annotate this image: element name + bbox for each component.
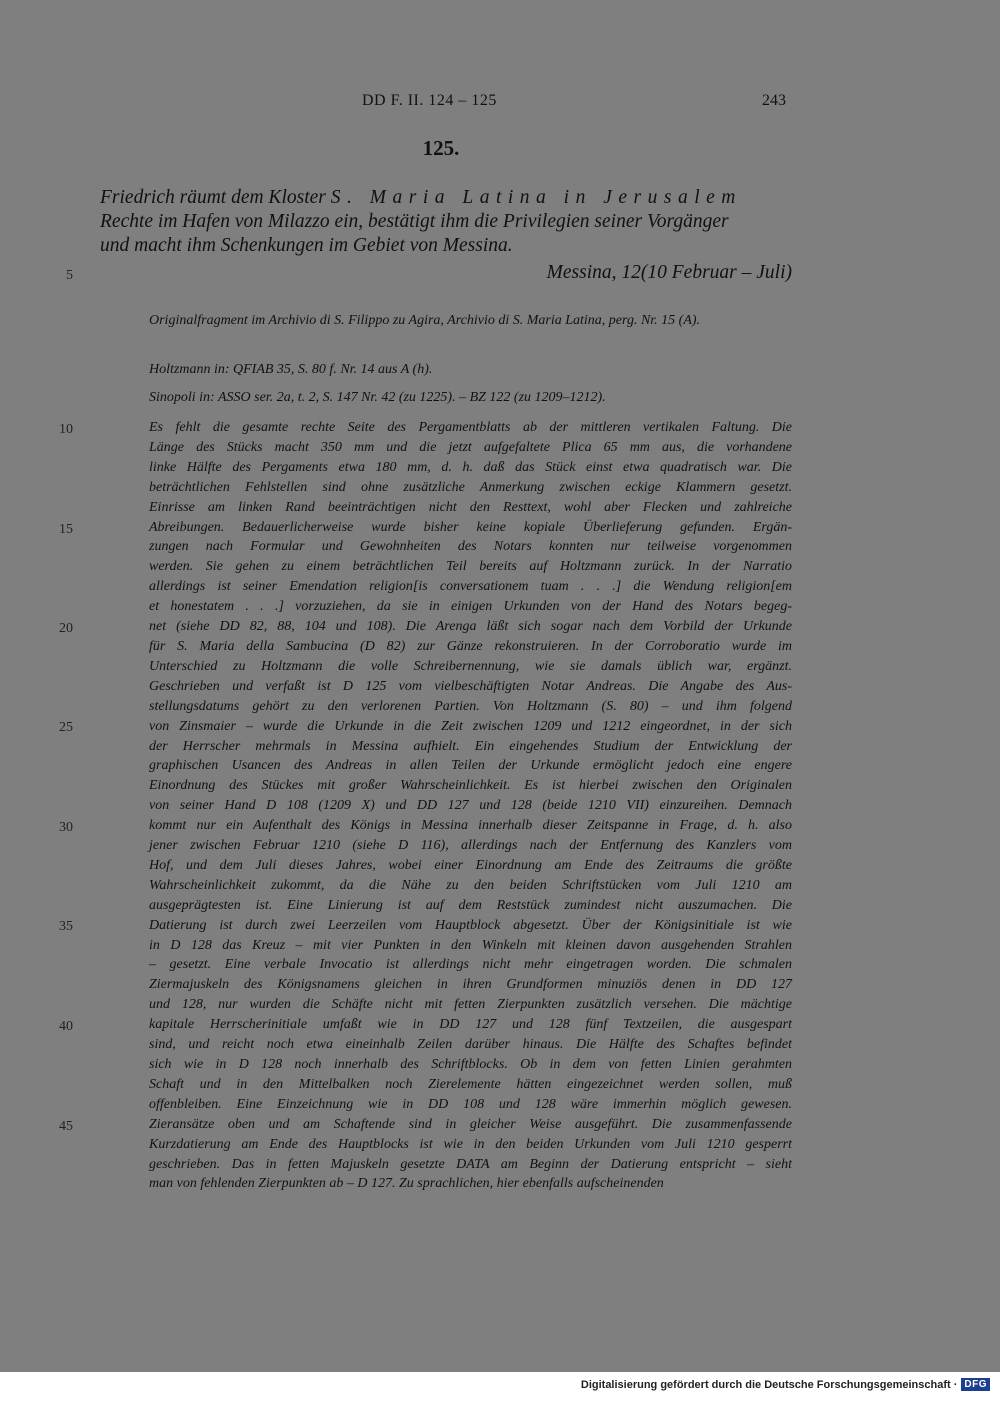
margin-number: 25 bbox=[59, 720, 73, 735]
dfg-logo: DFG bbox=[961, 1378, 990, 1391]
commentary-line: offenbleiben. Eine Einzeichnung wie in DD 108 und 128 wäre immerhin möglich gewesen. bbox=[149, 1096, 792, 1112]
commentary-line: von Zinsmaier – wurde die Urkunde in die Zeit zwischen 1209 und 1212 eingeordnet, in der sich bbox=[149, 718, 792, 734]
regest-line-1: Friedrich räumt dem Kloster S. Maria Latina in Jerusalem bbox=[100, 187, 742, 208]
commentary-line: graphischen Usancen des Andreas in allen Teilen der Urkunde ermöglicht jedoch eine engere bbox=[149, 758, 792, 774]
commentary-line: Schaft und in den Mittelbalken noch Zierelemente hätten eingezeichnet werden sollen, muß bbox=[149, 1076, 792, 1092]
commentary-line: Es fehlt die gesamte rechte Seite des Pergamentblatts ab der mittleren vertikalen Faltung. Die bbox=[149, 420, 792, 435]
commentary-line: Unterschied zu Holtzmann die volle Schreibernennung, wie sie damals üblich war, ergänzt. bbox=[149, 658, 792, 674]
commentary-line: allerdings ist seiner Emendation religion[is conversationem tuam . . .] die Wendung religion[em bbox=[149, 579, 792, 595]
commentary-line: et honestatem . . .] vorzuziehen, da sie in einigen Urkunden von der Hand des Notars begeg- bbox=[149, 599, 792, 615]
regest bbox=[100, 186, 792, 258]
commentary-line: man von fehlenden Zierpunkten ab – D 127. Zu sprachlichen, hier ebenfalls aufscheinenden bbox=[149, 1176, 664, 1192]
commentary-line: stellungsdatums gehört zu den verlorenen Partien. Von Holtzmann (S. 80) – und ihm folgend bbox=[149, 698, 792, 714]
commentary-line: kapitale Herrscherinitiale umfaßt wie in DD 127 und 128 fünf Textzeilen, die ausgespart bbox=[149, 1017, 792, 1033]
commentary-line: jener zwischen Februar 1210 (siehe D 116), allerdings nach der Entfernung des Kanzlers vom bbox=[149, 838, 792, 854]
margin-number: 35 bbox=[59, 919, 73, 934]
commentary-line: – gesetzt. Eine verbale Invocatio ist allerdings nicht mehr eingetragen worden. Die schmalen bbox=[149, 957, 792, 973]
commentary-line: Hof, und dem Juli dieses Jahres, wobei einer Einordnung am Ende des Zeitraums die größte bbox=[149, 857, 792, 873]
commentary-line: Datierung ist durch zwei Leerzeilen vom Hauptblock abgesetzt. Über der Königsinitiale ist wie bbox=[149, 917, 792, 933]
margin-number: 30 bbox=[59, 820, 73, 835]
commentary-line: Zieransätze oben und am Schaftende sind in gleicher Weise ausgeführt. Die zusammenfassende bbox=[149, 1116, 792, 1132]
margin-number: 45 bbox=[59, 1119, 73, 1134]
commentary-line: net (siehe DD 82, 88, 104 und 108). Die Arenga läßt sich sogar nach dem Vorbild der Urkunde bbox=[149, 619, 792, 635]
commentary-line: zungen nach Formular und Gewohnheiten des Notars konnten nur teilweise vorgenommen bbox=[149, 539, 792, 555]
commentary-line: kommt nur ein Aufenthalt des Königs in Messina innerhalb dieser Zeitspanne in Frage, d. h. also bbox=[149, 818, 792, 834]
source-holtzmann: Holtzmann in: QFIAB 35, S. 80 f. Nr. 14 aus A (h). bbox=[149, 362, 433, 377]
document-number: 125. bbox=[422, 136, 460, 160]
commentary-text bbox=[149, 418, 792, 1194]
margin-number: 5 bbox=[66, 268, 73, 283]
commentary-line: Wahrscheinlichkeit zukommt, da die Nähe zu den beiden Schriftstücken vom Juli 1210 am bbox=[149, 877, 792, 893]
commentary-line: in D 128 das Kreuz – mit vier Punkten in den Winkeln mit kleinen davon ausgehenden Strahlen bbox=[149, 937, 792, 953]
margin-number: 20 bbox=[59, 621, 73, 636]
commentary-line: und 128, nur wurden die Schäfte nicht mit fetten Zierpunkten zusätzlich versehen. Die mächtige bbox=[149, 997, 792, 1013]
commentary-line: sich wie in D 128 noch innerhalb des Schriftblocks. Ob in dem von fetten Linien gerahmten bbox=[149, 1057, 792, 1072]
running-head: DD F. II. 124 – 125 bbox=[362, 92, 497, 109]
commentary-line: werden. Sie gehen zu einem beträchtlichen Teil bereits auf Holtzmann zurück. In der Narratio bbox=[149, 559, 792, 575]
commentary-line: Kurzdatierung am Ende des Hauptblocks ist wie in den beiden Urkunden vom Juli 1210 gesperrt bbox=[149, 1136, 792, 1152]
margin-number: 10 bbox=[59, 422, 73, 437]
commentary-line: Abreibungen. Bedauerlicherweise wurde bisher keine kopiale Überlieferung gefunden. Ergän- bbox=[149, 519, 792, 535]
commentary-line: sind, und reicht noch etwa eineinhalb Zeilen darüber hinaus. Die Hälfte des Schaftes befindet bbox=[149, 1037, 792, 1053]
commentary-line: Länge des Stücks macht 350 mm und die jetzt aufgefaltete Plica 65 mm aus, die vorhandene bbox=[149, 439, 792, 455]
commentary-line: linke Hälfte des Pergaments etwa 180 mm, d. h. daß das Stück einst etwa quadratisch war. Die bbox=[149, 459, 792, 475]
commentary-line: für S. Maria della Sambucina (D 82) zur Gänze rekonstruieren. In der Corroboratio wurde im bbox=[149, 638, 792, 654]
footer-text: Digitalisierung gefördert durch die Deutsche Forschungsgemeinschaft · bbox=[580, 1378, 958, 1391]
dateline: Messina, 12(10 Februar – Juli) bbox=[546, 262, 792, 283]
commentary-line: geschrieben. Das in fetten Majuskeln gesetzte DATA am Beginn der Datierung entspricht – sieht bbox=[149, 1156, 792, 1172]
commentary-line: Einordnung des Stückes mit großer Wahrscheinlichkeit. Es ist hierbei zwischen den Originalen bbox=[149, 778, 792, 794]
commentary-line: Ziermajuskeln des Königsnamens gleichen in ihren Grundformen minuziös denen in DD 127 bbox=[149, 977, 792, 993]
margin-number: 15 bbox=[59, 522, 73, 537]
commentary-line: der Herrscher mehrmals in Messina aufhielt. Ein eingehendes Studium der Entwicklung der bbox=[149, 738, 792, 754]
commentary-line: ausgeprägtesten ist. Eine Linierung ist auf dem Reststück zumindest nicht auszumachen. Die bbox=[149, 897, 792, 913]
commentary-line: von seiner Hand D 108 (1209 X) und DD 127 und 128 (beide 1210 VII) einzureihen. Demnach bbox=[149, 798, 792, 814]
commentary-line: Geschrieben und verfaßt ist D 125 vom vielbeschäftigten Notar Andreas. Die Angabe des Aus- bbox=[149, 678, 792, 694]
commentary-line: beträchtlichen Fehlstellen sind ohne zusätzliche Anmerkung zwischen eckige Klammern gesetzt. bbox=[149, 479, 792, 495]
page-number: 243 bbox=[762, 92, 786, 109]
commentary-line: Einrisse am linken Rand beeinträchtigen nicht den Resttext, wohl aber Flecken und zahlreiche bbox=[149, 499, 792, 515]
regest-line-2: Rechte im Hafen von Milazzo ein, bestätigt ihm die Privilegien seiner Vorgänger bbox=[100, 211, 729, 232]
source-sinopoli: Sinopoli in: ASSO ser. 2a, t. 2, S. 147 Nr. 42 (zu 1225). – BZ 122 (zu 1209–1212). bbox=[149, 390, 606, 405]
regest-line-3: und macht ihm Schenkungen im Gebiet von Messina. bbox=[100, 235, 513, 256]
funding-footer bbox=[577, 1377, 994, 1392]
source-original: Originalfragment im Archivio di S. Filippo zu Agira, Archivio di S. Maria Latina, perg. Nr. 15 (A). bbox=[149, 313, 701, 328]
margin-number: 40 bbox=[59, 1019, 73, 1034]
